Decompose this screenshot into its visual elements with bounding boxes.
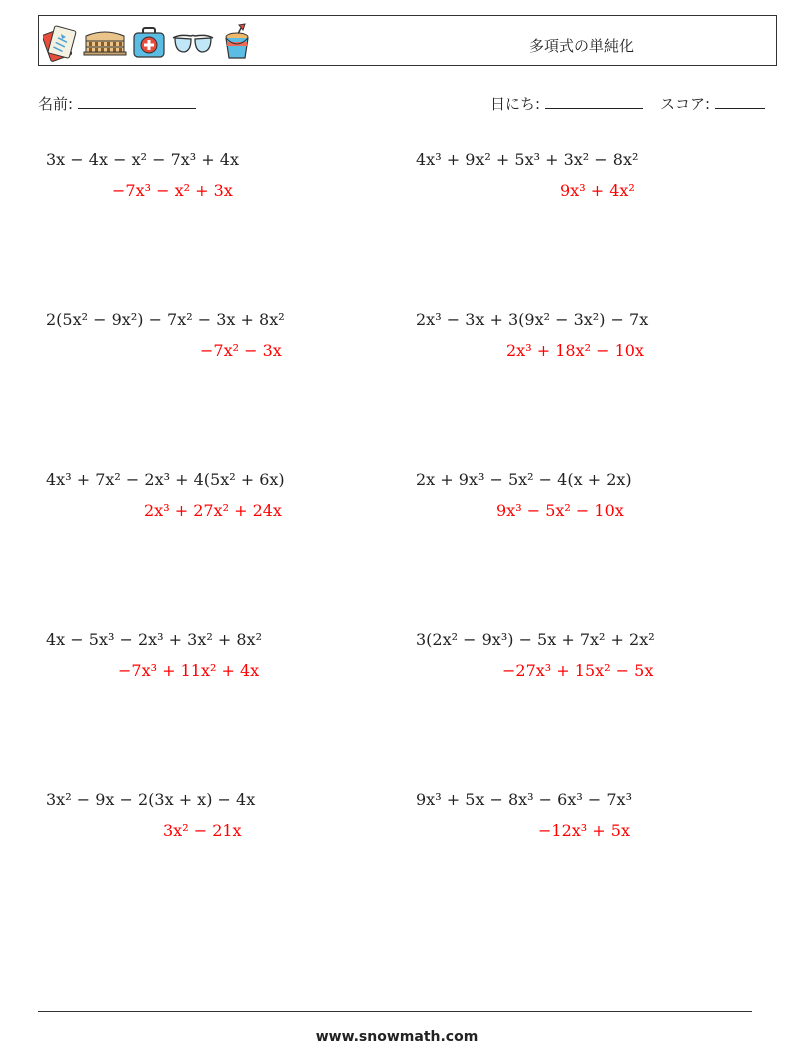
problem-question: 4x − 5x³ − 2x³ + 3x² + 8x² xyxy=(46,630,262,649)
problem-answer: 3x² − 21x xyxy=(163,821,242,840)
problem-question: 9x³ + 5x − 8x³ − 6x³ − 7x³ xyxy=(416,790,632,809)
date-field[interactable] xyxy=(490,93,643,114)
score-field[interactable] xyxy=(660,93,765,114)
problem-answer: −12x³ + 5x xyxy=(538,821,630,840)
footer-url[interactable]: www.snowmath.com xyxy=(315,1029,479,1045)
name-field[interactable] xyxy=(38,93,196,114)
problem-question: 2x + 9x³ − 5x² − 4(x + 2x) xyxy=(416,470,632,489)
problem-answer: 2x³ + 27x² + 24x xyxy=(144,501,282,520)
problem-question: 3x² − 9x − 2(3x + x) − 4x xyxy=(46,790,256,809)
problem-question: 4x³ + 9x² + 5x³ + 3x² − 8x² xyxy=(416,150,639,169)
problem-answer: 9x³ + 4x² xyxy=(560,181,635,200)
header-icons xyxy=(43,20,255,64)
problem-question: 2x³ − 3x + 3(9x² − 3x²) − 7x xyxy=(416,310,649,329)
sand-bucket-icon xyxy=(219,22,255,62)
problem-answer: −7x³ − x² + 3x xyxy=(112,181,233,200)
name-label: 名前: xyxy=(38,95,74,113)
problem-question: 4x³ + 7x² − 2x³ + 4(5x² + 6x) xyxy=(46,470,285,489)
name-blank[interactable] xyxy=(78,94,196,109)
worksheet-title: 多項式の単純化 xyxy=(529,37,635,55)
problem-question: 3x − 4x − x² − 7x³ + 4x xyxy=(46,150,239,169)
ticket-icon xyxy=(43,22,79,62)
problem-answer: −7x³ + 11x² + 4x xyxy=(118,661,260,680)
sunglasses-icon xyxy=(171,22,215,62)
problem-answer: 2x³ + 18x² − 10x xyxy=(506,341,644,360)
problem-question: 3(2x² − 9x³) − 5x + 7x² + 2x² xyxy=(416,630,655,649)
worksheet-header xyxy=(38,15,777,66)
score-label: スコア: xyxy=(660,95,711,113)
problem-question: 2(5x² − 9x²) − 7x² − 3x + 8x² xyxy=(46,310,285,329)
date-label: 日にち: xyxy=(490,95,541,113)
problem-answer: −27x³ + 15x² − 5x xyxy=(502,661,654,680)
first-aid-kit-icon xyxy=(131,22,167,62)
problem-answer: −7x² − 3x xyxy=(200,341,282,360)
footer-divider xyxy=(38,1011,752,1012)
problem-answer: 9x³ − 5x² − 10x xyxy=(496,501,624,520)
score-blank[interactable] xyxy=(715,94,765,109)
date-blank[interactable] xyxy=(545,94,643,109)
colosseum-icon xyxy=(83,22,127,62)
